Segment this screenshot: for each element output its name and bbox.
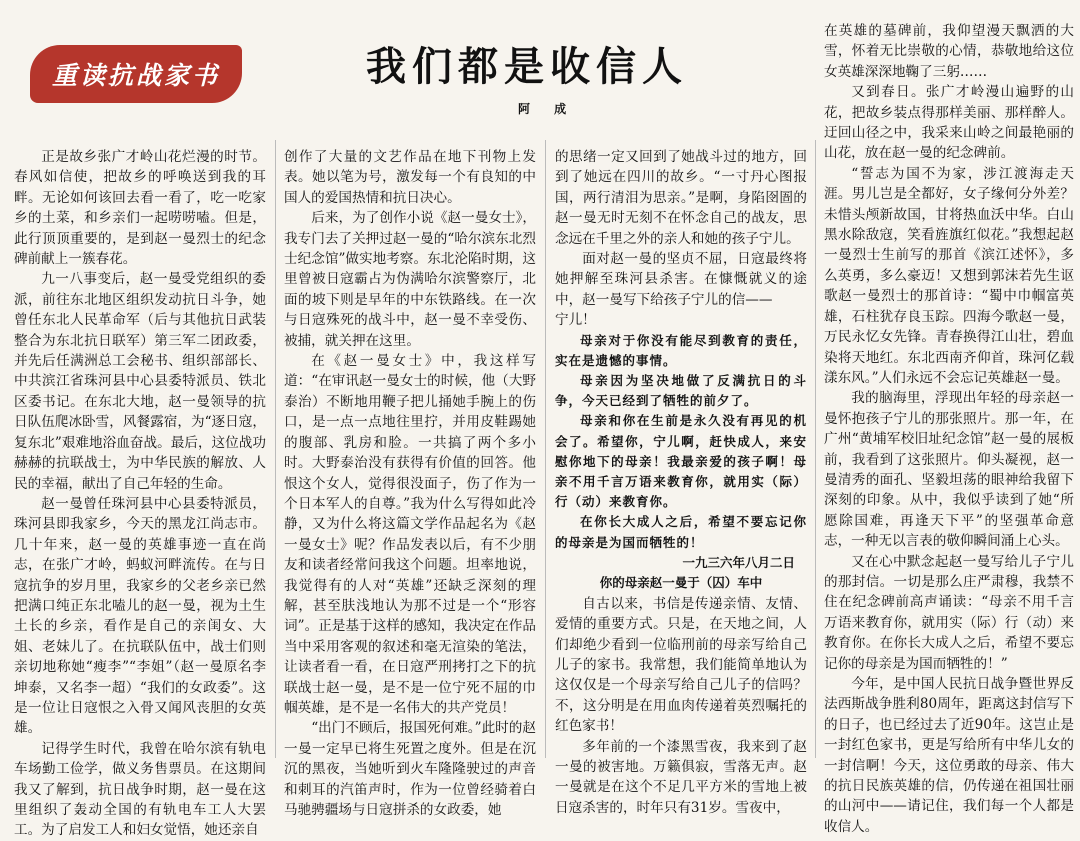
paragraph: 创作了大量的文艺作品在地下刊物上发表。她以笔为号，激发每一个有良知的中国人的爱国热情和抗日决心。 xyxy=(284,149,536,206)
letter-paragraph: 在你长大成人之后，希望不要忘记你的母亲是为国而牺牲的！ xyxy=(555,514,807,550)
paragraph: 正是故乡张广才岭山花烂漫的时节。春风如信使，把故乡的呼唤送到我的耳畔。无论如何该回去看一看了，吃一吃家乡的土菜，和乡亲们一起唠唠嗑。但是，此行顶顶重要的，是到赵一曼烈士的纪念碑前献上一簇春花。 xyxy=(14,149,266,268)
paragraph: 的思绪一定又回到了她战斗过的地方，回到了她远在四川的故乡。“一寸丹心图报国，两行清泪为思亲。”是啊，身陷囹圄的赵一曼无时无刻不在怀念自己的战友，思念远在千里之外的亲人和她的孩子宁儿。 xyxy=(555,149,807,247)
paragraph: “出门不顾后，报国死何难。”此时的赵一曼一定早已将生死置之度外。但是在沉沉的黑夜，当她听到火车隆隆驶过的声音和刺耳的汽笛声时，作为一位曾经骑着白马驰骋疆场与日寇拼杀的女政委，她 xyxy=(284,720,536,818)
paragraph: 记得学生时代，我曾在哈尔滨有轨电车场勤工俭学，做义务售票员。在这期间我又了解到，抗日战争时期，赵一曼在这里组织了轰动全国的有轨电车工人大罢工。为了启发工人和妇女觉悟，她还亲自 xyxy=(14,740,266,839)
paragraph: 今年，是中国人民抗日战争暨世界反法西斯战争胜利80周年，距离这封信写下的日子，也已经过去了近90年。这岂止是一封红色家书，更是写给所有中华儿女的一封信啊！今天，这位勇敢的母亲、伟大的抗日民族英雄的信，仍传递在祖国壮丽的山河中——请记住，我们每一个人都是收信人。 xyxy=(824,676,1074,835)
text-column-1 xyxy=(14,147,266,839)
paragraph: 九一八事变后，赵一曼受党组织的委派，前往东北地区组织发动抗日斗争，她曾任东北人民革命军（后与其他抗日武装整合为东北抗日联军）第三军二团政委，并先后任满洲总工会秘书、组织部部长、中共滨江省珠河县中心县委特派员、铁北区委书记。在东北大地，赵一曼领导的抗日队伍爬冰卧雪，风餐露宿，为“逐日寇，复东北”艰难地浴血奋战。最后，这位战功赫赫的抗联战士，为中华民族的解放、人民的幸福，献出了自己年轻的生命。 xyxy=(14,271,266,492)
paragraph: 在《赵一曼女士》中，我这样写道：“在审讯赵一曼女士的时候，他（大野泰治）不断地用鞭子把儿捅她手腕上的伤口，是一点一点地往里拧，并用皮鞋踢她的腹部、乳房和脸。一共搞了两个多小时。大野泰治没有获得有价值的回答。他恨这个女人，觉得很没面子，伤了作为一个日本军人的自尊。”我为什么写得如此冷静，又为什么将这篇文学作品起名为《赵一曼女士》呢？作品发表以后，有不少朋友和读者经常问我这个问题。坦率地说，我觉得有的人对“英雄”还缺乏深刻的理解，甚至肤浅地认为那不过是一个“形容词”。正是基于这样的感知，我决定在作品当中采用客观的叙述和毫无渲染的笔法，让读者看一看，在日寇严刑拷打之下的抗联战士赵一曼，是不是一位宁死不屈的巾帼英雄，是不是一名伟大的共产党员！ xyxy=(284,353,536,716)
text-column-2 xyxy=(284,147,536,818)
column-divider xyxy=(815,140,816,758)
text-column-3 xyxy=(555,147,807,816)
paragraph: 又在心中默念起赵一曼写给儿子宁儿的那封信。一切是那么庄严肃穆，我禁不住在纪念碑前高声诵读：“母亲不用千言万语来教育你，就用实（际）行（动）来教育你。在你长大成人之后，希望不要忘记你的母亲是为国而牺牲的！” xyxy=(824,553,1074,672)
paragraph: 多年前的一个漆黑雪夜，我来到了赵一曼的被害地。万籁俱寂，雪落无声。赵一曼就是在这个不足几平方米的雪地上被日寇杀害的，时年只有31岁。雪夜中， xyxy=(555,738,807,816)
letter-paragraph: 母亲和你在生前是永久没有再见的机会了。希望你，宁儿啊，赶快成人，来安慰你地下的母亲！我最亲爱的孩子啊！母亲不用千言万语来教育你，就用实（际）行（动）来教育你。 xyxy=(555,413,807,510)
paragraph: 在英雄的墓碑前，我仰望漫天飘洒的大雪，怀着无比崇敬的心情，恭敬地给这位女英雄深深地鞠了三躬…… xyxy=(824,23,1074,80)
letter-signature: 你的母亲赵一曼于（囚）车中 xyxy=(599,575,763,591)
text-column-4 xyxy=(824,21,1074,835)
paragraph: 后来，为了创作小说《赵一曼女士》，我专门去了关押过赵一曼的“哈尔滨东北烈士纪念馆”做实地考察。东北沦陷时期，这里曾被日寇霸占为伪满哈尔滨警察厅，北面的坡下则是早年的中东铁路线。在一次与日寇殊死的战斗中，赵一曼不幸受伤、被捕，就关押在这里。 xyxy=(284,210,536,349)
paragraph: 又到春日。张广才岭漫山遍野的山花，把故乡装点得那样美丽、那样醉人。迂回山径之中，我采来山岭之间最艳丽的山花，放在赵一曼的纪念碑前。 xyxy=(824,84,1074,162)
paragraph: 面对赵一曼的坚贞不屈，日寇最终将她押解至珠河县杀害。在慷慨就义的途中，赵一曼写下给孩子宁儿的信—— xyxy=(555,251,807,308)
article-title: 我们都是收信人 xyxy=(366,44,688,90)
letter-paragraph: 母亲因为坚决地做了反满抗日的斗争，今天已经到了牺牲的前夕了。 xyxy=(555,373,807,409)
article-author: 阿 成 xyxy=(518,102,577,116)
letter-date: 一九三六年八月二日 xyxy=(682,554,795,570)
paragraph: 我的脑海里，浮现出年轻的母亲赵一曼怀抱孩子宁儿的那张照片。那一年，在广州“黄埔军校旧址纪念馆”赵一曼的展板前，我看到了这张照片。仰头凝视，赵一曼清秀的面孔、坚毅坦荡的眼神给我留下深刻的印象。从中，我似乎读到了她“所愿除国难，再逢天下平”的坚强革命意志，一种无以言表的敬仰瞬间涌上心头。 xyxy=(824,390,1074,550)
letter-salutation: 宁儿！ xyxy=(555,312,596,329)
paragraph: 自古以来，书信是传递亲情、友情、爱情的重要方式。只是，在天地之间，人们却绝少看到一位临刑前的母亲写给自己儿子的家书。我常想，我们能简单地认为这仅仅是一个母亲写给自己儿子的信吗？不，这分明是在用血肉传递着英烈嘱托的红色家书！ xyxy=(555,595,807,735)
column-badge: 重读抗战家书 xyxy=(30,45,242,103)
column-divider xyxy=(545,140,546,758)
paragraph: “誓志为国不为家，涉江渡海走天涯。男儿岂是全都好，女子缘何分外差？未惜头颅新故国，甘将热血沃中华。白山黑水除敌寇，笑看旌旗红似花。”我想起赵一曼烈士生前写的那首《滨江述怀》，多么英勇，多么豪迈！又想到郭沫若先生讴歌赵一曼烈士的那首诗：“蜀中巾帼富英雄，石柱犹存良玉踪。四海今歌赵一曼，万民永忆女先锋。青春换得江山壮，碧血染将天地红。东北西南齐仰首，珠河亿载漾东风。”人们永远不会忘记英雄赵一曼。 xyxy=(824,165,1074,386)
paragraph: 赵一曼曾任珠河县中心县委特派员，珠河县即我家乡，今天的黑龙江尚志市。几十年来，赵一曼的英雄事迹一直在尚志，在张广才岭，蚂蚁河畔流传。在与日寇抗争的岁月里，我家乡的父老乡亲已然把满口纯正东北嗑儿的赵一曼，视为土生土长的乡亲，看作是自己的亲闺女、大姐、老妹儿了。在抗联队伍中，战士们则亲切地称她“瘦李”“李姐”（赵一曼原名李坤泰，又名李一超）“我们的女政委”。这是一位让日寇恨之入骨又闻风丧胆的女英雄。 xyxy=(14,495,266,737)
column-divider xyxy=(275,140,276,758)
letter-paragraph: 母亲对于你没有能尽到教育的责任，实在是遗憾的事情。 xyxy=(555,332,807,368)
